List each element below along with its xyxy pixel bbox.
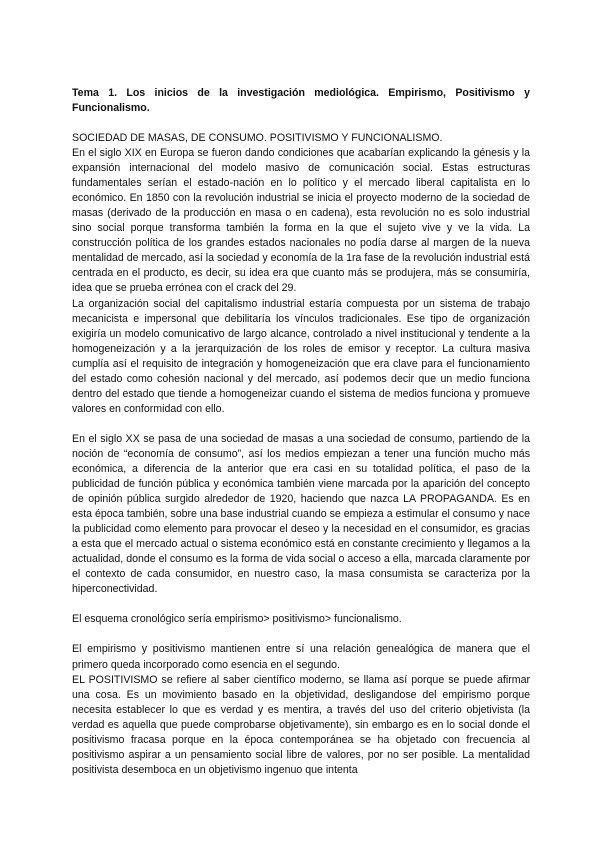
paragraph-organizacion-social: La organización social del capitalismo industrial estaría compuesta por un sistema de trabajo mecanicista e impersonal que debilitaría los vínculos tradicionales. Ese tipo de organización exigiría un modelo comunicativo de largo alcance, controlado a nivel institucional y tendente a la homogeneización y a la jerarquización de los roles de emisor y receptor. La cultura masiva cumplía así el requisito de integración y homogeneización que era clave para el funcionamiento del estado como cohesión nacional y del mercado, así podemos decir que un medio funciona dentro del estado que tiende a homogeneizar cuando el sistema de medios funciona y promueve valores en conformidad con ello. [72, 297, 530, 415]
paragraph-el-positivismo: EL POSITIVISMO se refiere al saber científico moderno, se llama así porque se puede afirmar una cosa. Es un movimiento basado en la objetividad, desligandose del empirismo porque necesita establecer lo que es verdad y es mentira, a través del uso del criterio objetivista (la verdad es aquella que puede comprobarse objetivamente), sin embargo es en lo social donde el positivismo fracasa porque en la época contemporánea se ha objetado con frecuencia al positivismo aspirar a un pensamiento social libre de valores, por no ser posible. La mentalidad positivista desemboca en un objetivismo ingenuo que intenta [72, 673, 530, 776]
paragraph-empirismo-positivismo: El empirismo y positivismo mantienen entre sí una relación genealógica de manera que el primero queda incorporado como esencia en el segundo. [72, 643, 530, 671]
paragraph-gap [72, 417, 530, 432]
document-title: Tema 1. Los inicios de la investigación mediológica. Empirismo, Positivismo y Funcionalismo. [72, 87, 530, 114]
paragraph-siglo-xx: En el siglo XX se pasa de una sociedad de masas a una sociedad de consumo, partiendo de la noción de “economía de consumo”, así los medios empiezan a tener una función mucho más económica, a diferencia de la anterior que era casi en su totalidad política, el paso de la publicidad de función pública y económica también viene marcada por la aparición del concepto de opinión pública surgido alrededor de 1920, haciendo que nazca LA PROPAGANDA. Es en esta época también, sobre una base industrial cuando se empieza a estimular el consumo y nace la publicidad como elemento para provocar el deseo y la necesidad en el consumidor, es gracias a esta que el mercado actual o sistema económico está en constante crecimiento y llegamos a la actualidad, donde el consumo es la forma de vida social o acceso a ella, marcada claramente por el contexto de cada consumidor, en nuestro caso, la masa consumista se caracteriza por la hiperconectividad. [72, 432, 530, 596]
paragraph-gap [72, 597, 530, 612]
document-page [72, 86, 530, 778]
paragraph-gap [72, 627, 530, 642]
paragraph-esquema-cronologico: El esquema cronológico sería empirismo> positivismo> funcionalismo. [72, 613, 402, 626]
section-heading: SOCIEDAD DE MASAS, DE CONSUMO. POSITIVISMO Y FUNCIONALISMO. [72, 132, 443, 144]
paragraph-siglo-xix: En el siglo XIX en Europa se fueron dando condiciones que acabarían explicando la génesis y la expansión internacional del modelo masivo de comunicación social. Estas estructuras fundamentales serían el estado-nación en lo político y el mercado liberal capitalista en lo económico. En 1850 con la revolución industrial se inicia el proyecto moderno de la sociedad de masas (derivado de la producción en masa o en cadena), esta revolución no es solo industrial sino social porque transforma también la forma en la que el sujeto vive y ve la vida. La construcción política de los grandes estados nacionales no podía darse al margen de la nueva mentalidad de mercado, así la sociedad y economía de la 1ra fase de la revolución industrial está centrada en el producto, es decir, su idea era que cuanto más se produjera, más se consumiría, idea que se prueba errónea con el crack del 29. [72, 147, 530, 295]
